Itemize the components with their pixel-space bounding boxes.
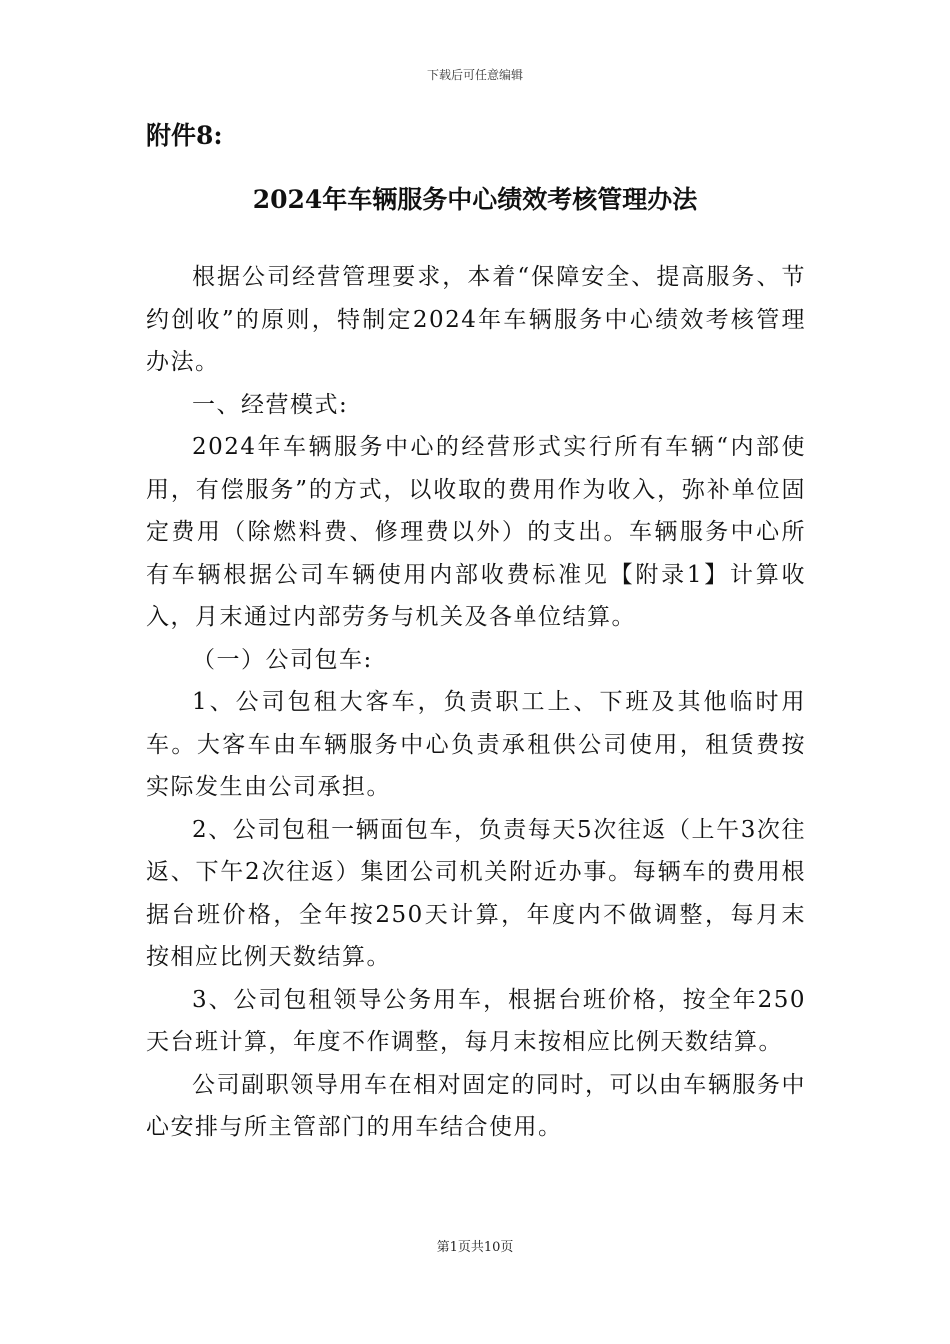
- paragraph-note: 公司副职领导用车在相对固定的同时，可以由车辆服务中心安排与所主管部门的用车结合使用。: [146, 1071, 806, 1140]
- header-note: 下载后可任意编辑: [426, 68, 523, 82]
- paragraph-intro: 根据公司经营管理要求，本着“保障安全、提高服务、节约创收”的原则，特制定2024年车辆服务中心绩效考核管理办法。: [146, 264, 806, 375]
- document-body: [146, 256, 806, 1149]
- paragraph-operating-mode: 2024年车辆服务中心的经营形式实行所有车辆“内部使用，有偿服务”的方式，以收取的费用作为收入，弥补单位固定费用（除燃料费、修理费以外）的支出。车辆服务中心所有车辆根据公司车辆使用内部收费标准见【附录1】计算收入，月末通过内部劳务与机关及各单位结算。: [146, 434, 806, 630]
- paragraph-item-2: 2、公司包租一辆面包车，负责每天5次往返（上午3次往返、下午2次往返）集团公司机关附近办事。每辆车的费用根据台班价格，全年按250天计算，年度内不做调整，每月末按相应比例天数结算。: [146, 816, 806, 970]
- document-title: 2024年车辆服务中心绩效考核管理办法: [252, 185, 698, 214]
- paragraph-section-heading: 一、经营模式:: [192, 391, 349, 418]
- paragraph-item-3: 3、公司包租领导公务用车，根据台班价格，按全年250天台班计算，年度不作调整，每月末按相应比例天数结算。: [146, 986, 806, 1055]
- paragraph-item-1: 1、公司包租大客车，负责职工上、下班及其他临时用车。大客车由车辆服务中心负责承租供公司使用，租赁费按实际发生由公司承担。: [146, 689, 806, 800]
- paragraph-subsection-heading: （一）公司包车:: [192, 646, 373, 673]
- page-number: 第1页共10页: [436, 1240, 514, 1255]
- attachment-label: 附件8:: [146, 121, 223, 150]
